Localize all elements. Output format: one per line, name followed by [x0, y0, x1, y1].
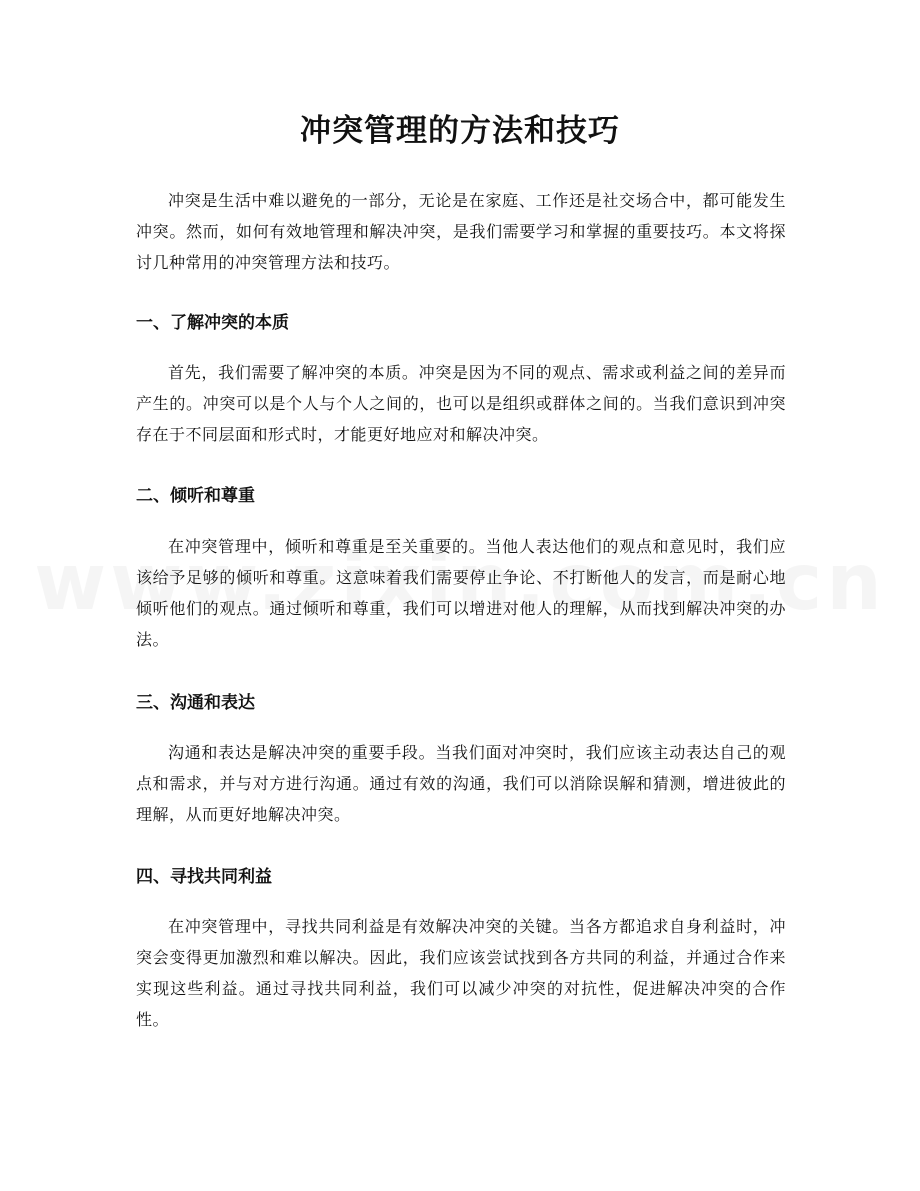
- section-heading-4: 四、寻找共同利益: [136, 867, 272, 887]
- page-title: 冲突管理的方法和技巧: [300, 113, 620, 149]
- section-body-4: 在冲突管理中，寻找共同利益是有效解决冲突的关键。当各方都追求自身利益时，冲突会变得更加激烈和难以解决。因此，我们应该尝试找到各方共同的利益，并通过合作来实现这些利益。通过寻找共同利益，我们可以减少冲突的对抗性，促进解决冲突的合作性。: [136, 917, 786, 1029]
- intro-paragraph: 冲突是生活中难以避免的一部分，无论是在家庭、工作还是社交场合中，都可能发生冲突。然而，如何有效地管理和解决冲突，是我们需要学习和掌握的重要技巧。本文将探讨几种常用的冲突管理方法和技巧。: [136, 191, 786, 272]
- section-body-1: 首先，我们需要了解冲突的本质。冲突是因为不同的观点、需求或利益之间的差异而产生的。冲突可以是个人与个人之间的，也可以是组织或群体之间的。当我们意识到冲突存在于不同层面和形式时，才能更好地应对和解决冲突。: [136, 363, 786, 444]
- section-body-3: 沟通和表达是解决冲突的重要手段。当我们面对冲突时，我们应该主动表达自己的观点和需求，并与对方进行沟通。通过有效的沟通，我们可以消除误解和猜测，增进彼此的理解，从而更好地解决冲突。: [136, 743, 786, 824]
- section-heading-2: 二、倾听和尊重: [136, 486, 255, 506]
- section-body-2: 在冲突管理中，倾听和尊重是至关重要的。当他人表达他们的观点和意见时，我们应该给予足够的倾听和尊重。这意味着我们需要停止争论、不打断他人的发言，而是耐心地倾听他们的观点。通过倾听和尊重，我们可以增进对他人的理解，从而找到解决冲突的办法。: [136, 537, 786, 649]
- section-heading-1: 一、了解冲突的本质: [136, 313, 289, 333]
- section-heading-3: 三、沟通和表达: [136, 693, 255, 713]
